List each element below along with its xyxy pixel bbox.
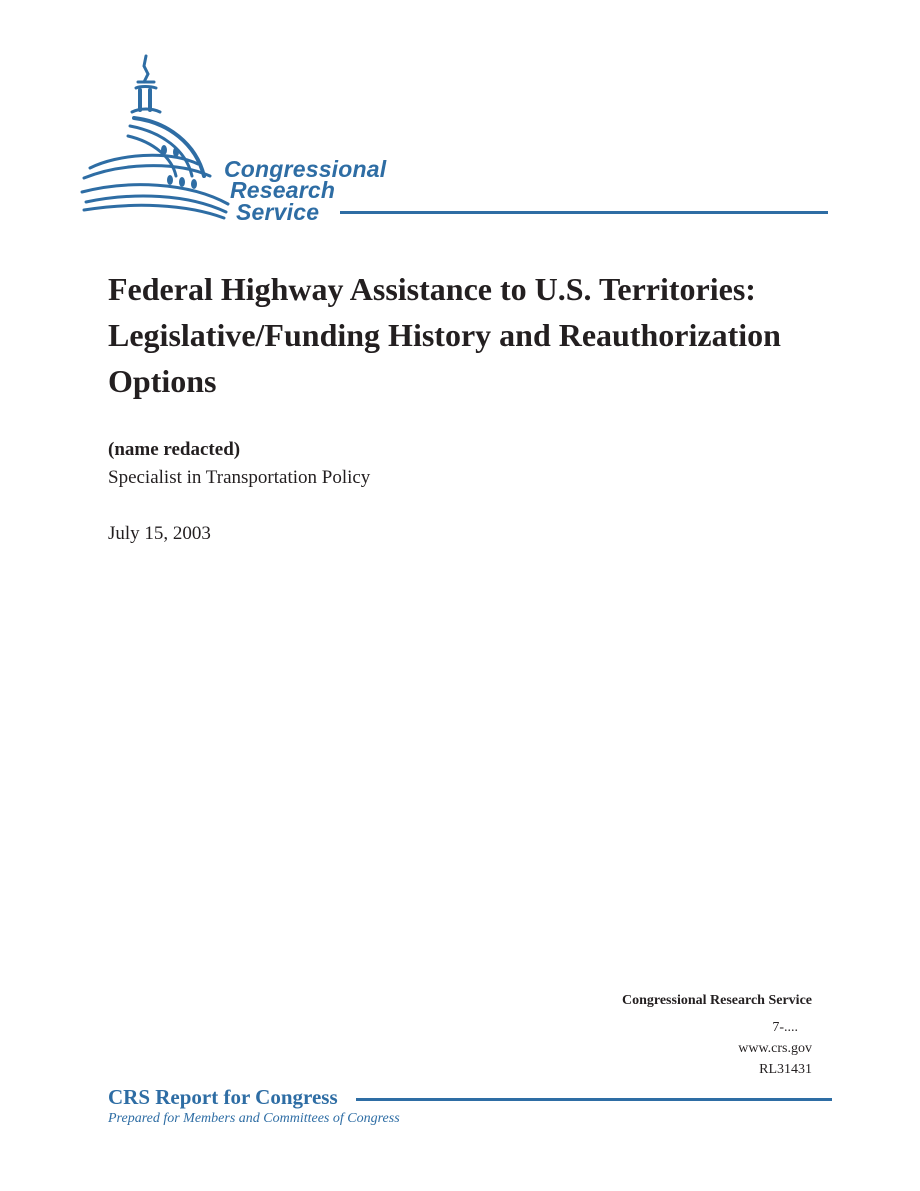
footer-subtitle: Prepared for Members and Committees of Congress xyxy=(108,1111,400,1126)
logo-text-congressional: Congressional xyxy=(224,156,387,182)
report-title: Federal Highway Assistance to U.S. Territories: Legislative/Funding History and Reauthorization Options xyxy=(108,271,781,399)
logo-rule xyxy=(340,211,828,214)
footer-rule xyxy=(356,1098,832,1101)
publisher-code: 7-.... xyxy=(772,1020,798,1035)
author-role: Specialist in Transportation Policy xyxy=(108,467,371,488)
publisher-website[interactable]: www.crs.gov xyxy=(738,1041,812,1056)
crs-logo xyxy=(78,52,838,227)
footer-title: CRS Report for Congress xyxy=(108,1085,338,1109)
publisher-org: Congressional Research Service xyxy=(621,993,812,1008)
report-date: July 15, 2003 xyxy=(108,523,211,544)
logo-text-service: Service xyxy=(236,199,320,225)
capitol-dome-icon xyxy=(78,52,238,222)
publisher-block xyxy=(622,990,812,1080)
report-id: RL31431 xyxy=(759,1062,812,1077)
logo-text-research: Research xyxy=(230,177,336,203)
author-name: (name redacted) xyxy=(108,439,241,460)
